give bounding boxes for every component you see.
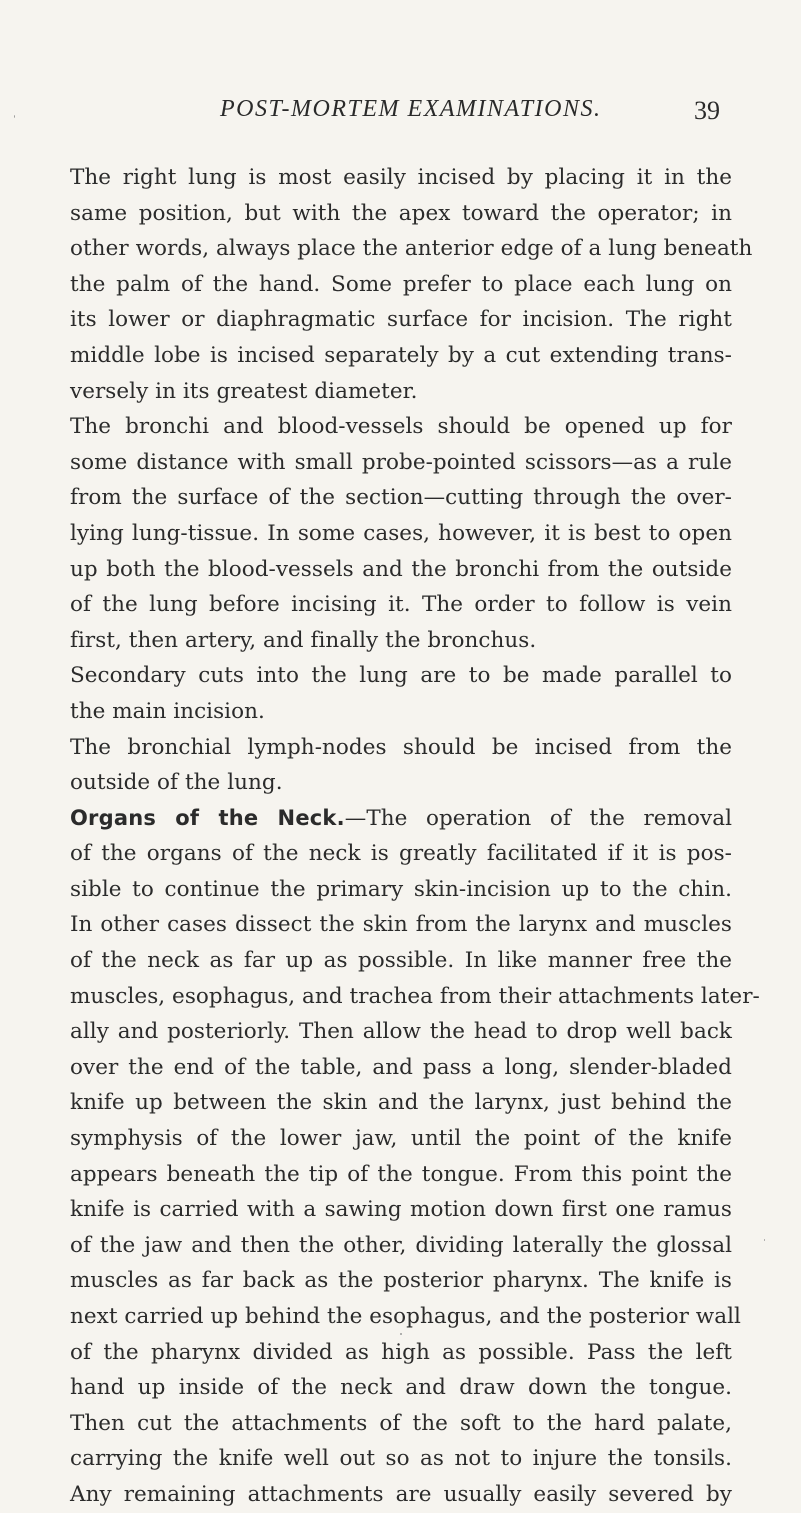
line-text: The bronchi and blood-vessels should be opened up for — [70, 414, 732, 440]
paper-speck — [14, 115, 15, 118]
line-text: knife up between the skin and the larynx, just behind the — [70, 1090, 732, 1116]
text-line — [70, 1370, 732, 1406]
text-line — [70, 1121, 732, 1157]
text-line — [70, 338, 732, 374]
text-line — [70, 1299, 741, 1335]
section-heading: Organs of the Neck. — [70, 805, 345, 830]
text-line — [70, 231, 753, 267]
line-text: —The operation of the removal — [344, 805, 732, 831]
text-line — [70, 374, 732, 410]
line-text: Any remaining attachments are usually easily severed by — [70, 1481, 732, 1507]
text-line — [70, 196, 732, 232]
line-text: of the jaw and then the other, dividing laterally the glossal — [70, 1232, 732, 1258]
line-text: up both the blood-vessels and the bronchi from the outside — [70, 556, 732, 582]
line-text: of the neck as far up as possible. In like manner free the — [70, 948, 732, 974]
line-text: same position, but with the apex toward the operator; in — [70, 200, 732, 226]
text-line — [70, 730, 732, 766]
line-text: symphysis of the lower jaw, until the point of the knife — [70, 1126, 732, 1152]
text-line — [70, 1085, 732, 1121]
line-text: knife is carried with a sawing motion down first one ramus — [70, 1197, 732, 1223]
text-line — [70, 516, 732, 552]
text-line — [70, 409, 732, 445]
line-text: some distance with small probe-pointed scissors—as a rule — [70, 449, 732, 475]
text-line — [70, 1263, 732, 1299]
text-line — [70, 160, 732, 196]
line-text: middle lobe is incised separately by a cut extending trans- — [70, 342, 732, 368]
line-text: hand up inside of the neck and draw down the tongue. — [70, 1375, 732, 1401]
line-text: Secondary cuts into the lung are to be made parallel to — [70, 663, 732, 689]
running-head — [70, 96, 730, 136]
text-line — [70, 445, 732, 481]
line-text: The right lung is most easily incised by placing it in the — [70, 165, 732, 190]
line-text: Then cut the attachments of the soft to the hard palate, — [70, 1410, 732, 1436]
text-line — [70, 1014, 732, 1050]
line-text: appears beneath the tip of the tongue. From this point the — [70, 1161, 732, 1187]
line-text: outside of the lung. — [70, 770, 283, 796]
line-text: versely in its greatest diameter. — [70, 378, 418, 404]
text-line — [70, 267, 732, 303]
line-text: next carried up behind the esophagus, and the posterior wall — [70, 1304, 741, 1329]
running-title: POST-MORTEM EXAMINATIONS. — [220, 96, 602, 122]
text-line — [70, 1477, 732, 1513]
text-line — [70, 694, 732, 730]
text-line — [70, 907, 732, 943]
line-text: muscles as far back as the posterior pharynx. The knife is — [70, 1268, 732, 1294]
line-text: sible to continue the primary skin-incision up to the chin. — [70, 876, 732, 902]
text-line — [70, 1050, 732, 1086]
line-text: In other cases dissect the skin from the larynx and muscles — [70, 912, 732, 938]
line-text: the main incision. — [70, 698, 265, 724]
body-text — [70, 160, 760, 1513]
line-text: The bronchial lymph-nodes should be incised from the — [70, 734, 732, 760]
line-text: lying lung-tissue. In some cases, however, it is best to open — [70, 520, 732, 546]
page-number: 39 — [694, 96, 720, 125]
text-line — [70, 1406, 732, 1442]
line-text: other words, always place the anterior edge of a lung beneath — [70, 236, 753, 262]
line-text: carrying the knife well out so as not to injure the tonsils. — [70, 1446, 732, 1472]
text-line — [70, 765, 732, 801]
text-line — [70, 302, 732, 338]
line-text: over the end of the table, and pass a long, slender-bladed — [70, 1054, 732, 1080]
line-text: muscles, esophagus, and trachea from their attachments later- — [70, 983, 760, 1009]
text-line — [70, 587, 732, 623]
text-line — [70, 1192, 732, 1228]
text-line — [70, 1157, 732, 1193]
line-text: of the organs of the neck is greatly facilitated if it is pos- — [70, 841, 732, 867]
line-text: the palm of the hand. Some prefer to place each lung on — [70, 271, 732, 297]
line-text: ally and posteriorly. Then allow the head to drop well back — [70, 1019, 732, 1045]
text-line — [70, 979, 760, 1015]
line-text: of the lung before incising it. The order to follow is vein — [70, 592, 732, 618]
text-line — [70, 801, 732, 837]
paper-speck — [400, 1333, 402, 1335]
text-line — [70, 1441, 732, 1477]
line-text: of the pharynx divided as high as possible. Pass the left — [70, 1339, 732, 1365]
line-text: its lower or diaphragmatic surface for incision. The right — [70, 307, 732, 333]
text-line — [70, 1228, 732, 1264]
text-line — [70, 1335, 732, 1371]
text-line — [70, 872, 732, 908]
line-text: from the surface of the section—cutting through the over- — [70, 485, 732, 511]
text-line — [70, 836, 732, 872]
text-line — [70, 943, 732, 979]
line-text: first, then artery, and finally the bronchus. — [70, 627, 537, 653]
paper-speck — [764, 1239, 765, 1241]
text-line — [70, 623, 732, 659]
text-line — [70, 552, 732, 588]
text-line — [70, 480, 732, 516]
text-line — [70, 658, 732, 694]
